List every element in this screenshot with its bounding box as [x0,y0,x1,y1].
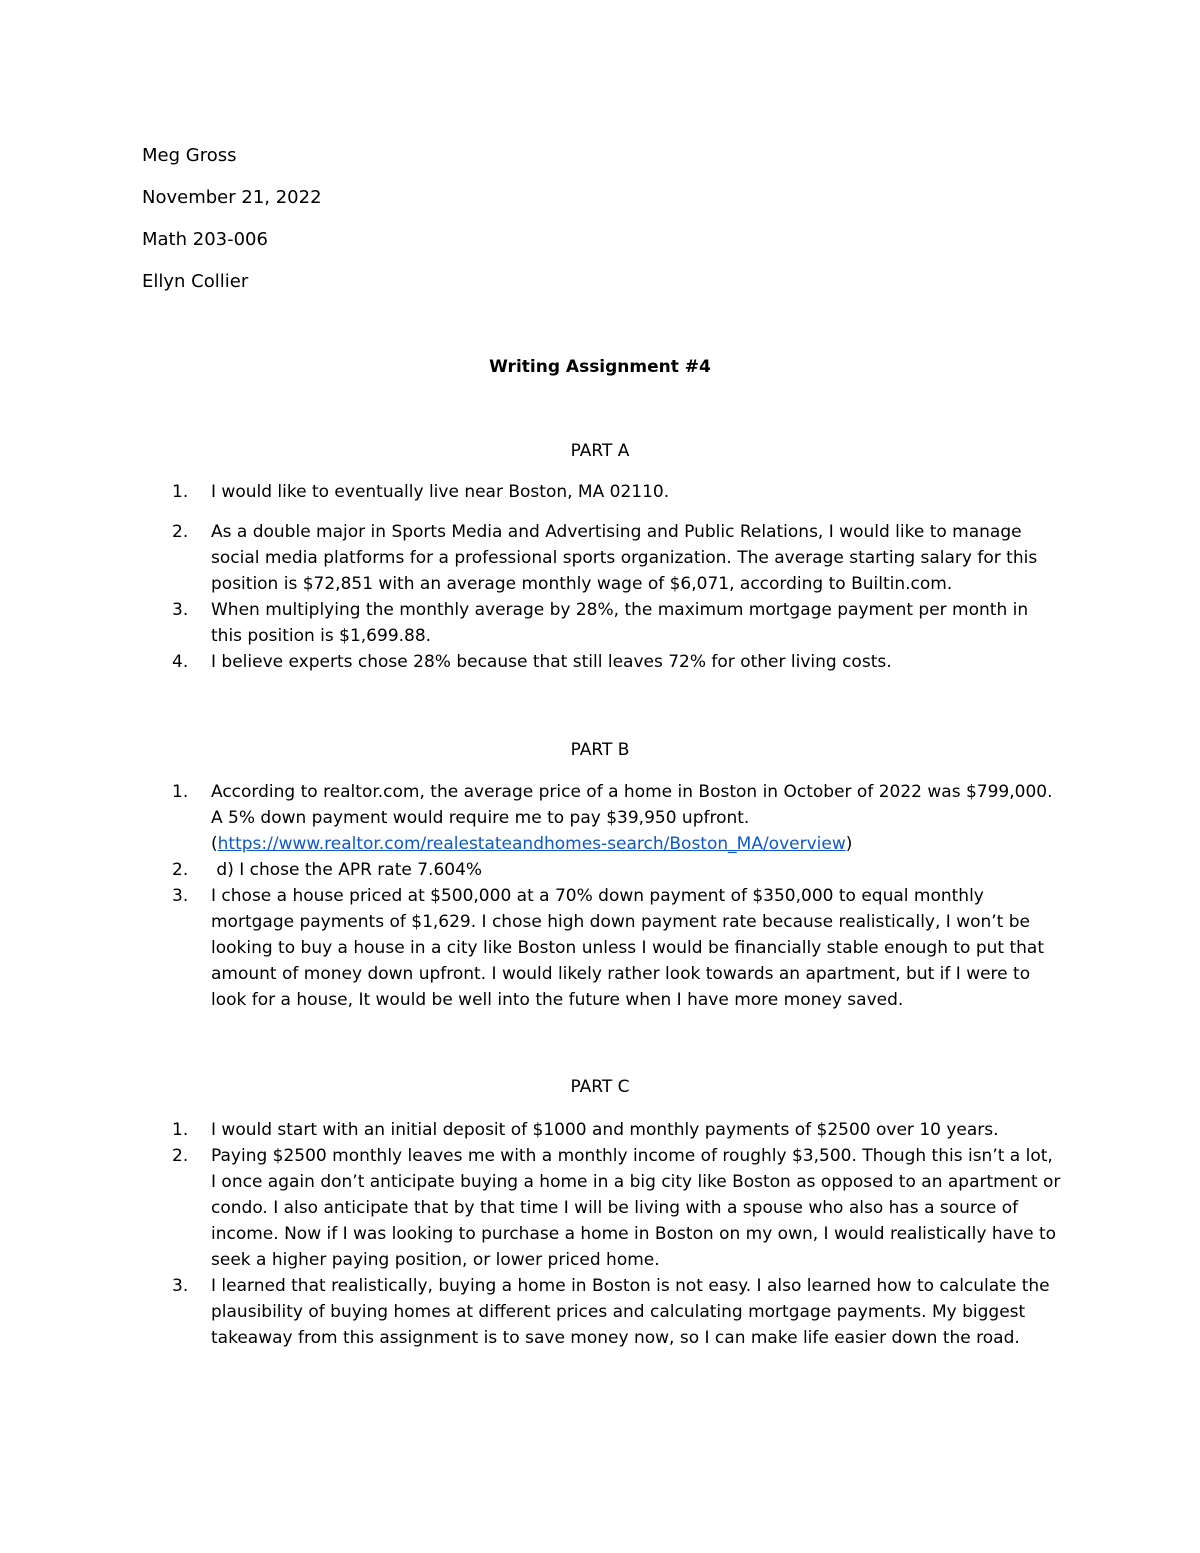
list-item [0,1273,1200,1351]
list-item-text: As a double major in Sports Media and Advertising and Public Relations, I would like to manage social media platforms for a professional sports organization. The average starting salary for this position is $72,851 with an average monthly wage of $6,071, according to Builtin.com. [211,522,1038,594]
list-item [0,519,1200,597]
document-title: Writing Assignment #4 [489,357,711,377]
list-item-text: I chose a house priced at $500,000 at a 70% down payment of $350,000 to equal monthly mortgage payments of $1,629. I chose high down payment rate because realistically, I won’t be looking to buy a house in a city like Boston unless I would be financially stable enough to put that amount of money down upfront. I would likely rather look towards an apartment, but if I were to look for a house, It would be well into the future when I have more money saved. [211,886,1044,1010]
list-item-text: Paying $2500 monthly leaves me with a monthly income of roughly $3,500. Though this isn’t a lot, I once again don’t anticipate buying a home in a big city like Boston as opposed to an apartment or condo. I also anticipate that by that time I will be living with a spouse who also has a source of income. Now if I was looking to purchase a home in Boston on my own, I would realistically have to seek a higher paying position, or lower priced home. [211,1146,1061,1270]
list-item-text: d) I chose the APR rate 7.604% [211,860,483,880]
list-number: 3. [172,600,189,620]
list-item-text: I learned that realistically, buying a home in Boston is not easy. I also learned how to calculate the plausibility of buying homes at different prices and calculating mortgage payments. My biggest takeaway from this assignment is to save money now, so I can make life easier down the road. [211,1276,1050,1348]
list-item [0,479,1200,505]
link-open-paren: ( [211,834,218,854]
list-item-text: I would start with an initial deposit of $1000 and monthly payments of $2500 over 10 years. [211,1120,999,1140]
part-a-heading: PART A [570,441,630,461]
course-name: Math 203-006 [142,229,268,250]
part-b-heading: PART B [570,740,630,760]
part-a-list [0,479,1200,675]
list-item-text: I would like to eventually live near Boston, MA 02110. [211,482,670,502]
part-c-list [0,1117,1200,1351]
part-c-heading: PART C [570,1077,630,1097]
list-item [0,857,1200,883]
list-number: 3. [172,1276,189,1296]
list-number: 1. [172,782,189,802]
list-number: 3. [172,886,189,906]
part-b-list [0,779,1200,1013]
list-number: 2. [172,860,189,880]
list-item [0,597,1200,649]
list-number: 2. [172,1146,189,1166]
list-item [0,1117,1200,1143]
realtor-link[interactable]: https://www.realtor.com/realestateandhomes-search/Boston_MA/overview [217,834,846,854]
list-item [0,1143,1200,1273]
instructor-name: Ellyn Collier [142,271,249,292]
assignment-date: November 21, 2022 [142,187,322,208]
list-item [0,779,1200,857]
list-number: 1. [172,1120,189,1140]
list-item [0,883,1200,1013]
list-number: 2. [172,522,189,542]
list-item-text-body: According to realtor.com, the average price of a home in Boston in October of 2022 was $799,000. A 5% down payment would require me to pay $39,950 upfront. [211,782,1053,828]
list-number: 1. [172,482,189,502]
list-number: 4. [172,652,189,672]
link-close-paren: ) [845,834,853,854]
list-item-text: When multiplying the monthly average by 28%, the maximum mortgage payment per month in this position is $1,699.88. [211,600,1029,646]
list-item [0,649,1200,675]
list-item-text: I believe experts chose 28% because that still leaves 72% for other living costs. [211,652,892,672]
student-name: Meg Gross [142,145,237,166]
list-item-text [211,779,1061,857]
